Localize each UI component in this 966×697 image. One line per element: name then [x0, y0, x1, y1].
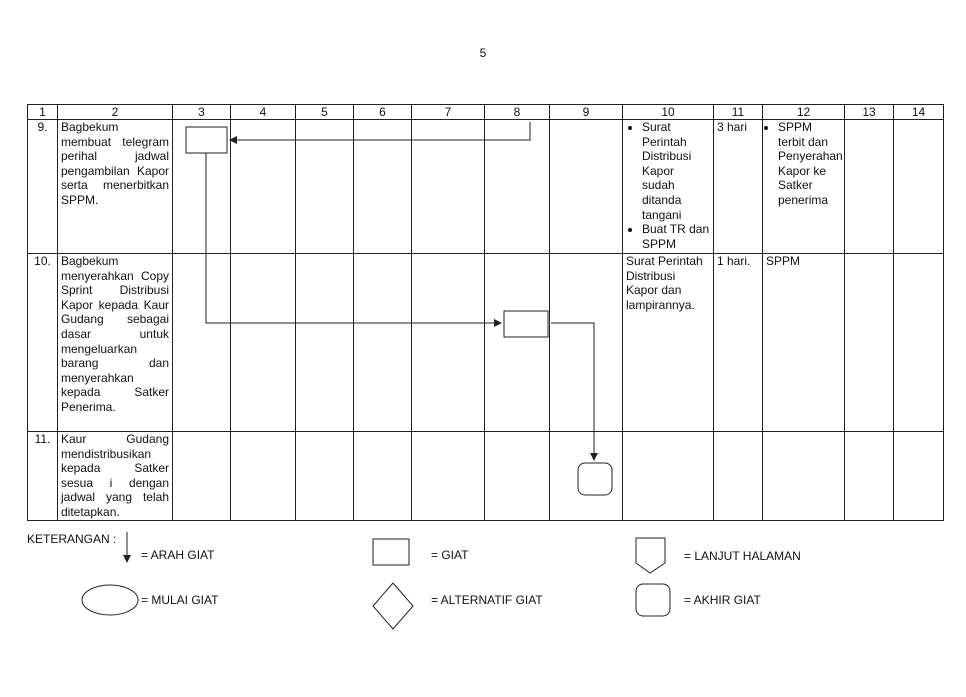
legend-arrow-label: = ARAH GIAT — [141, 548, 215, 562]
process-rect-icon — [373, 539, 409, 565]
output-item: • Buat TR dan SPPM — [642, 222, 710, 251]
end-rounded-icon — [636, 584, 670, 616]
activity-text: Bagbekum membuat telegram perihal jadwal pengambilan Kapor serta menerbitkan SPPM. — [58, 120, 173, 254]
legend-decision-label: = ALTERNATIF GIAT — [431, 593, 543, 607]
start-oval-icon — [82, 585, 138, 615]
header-row — [28, 105, 944, 120]
flow-table — [27, 104, 944, 521]
col-header: 7 — [412, 105, 485, 120]
result-cell — [763, 432, 845, 521]
table-row — [28, 432, 944, 521]
result-cell — [763, 120, 845, 254]
col-header: 10 — [623, 105, 714, 120]
output-cell — [623, 432, 714, 521]
legend-process-label: = GIAT — [431, 548, 469, 562]
legend-title: KETERANGAN : — [27, 532, 117, 546]
table-row — [28, 120, 944, 254]
activity-text: Bagbekum menyerahkan Copy Sprint Distribusi Kapor kepada Kaur Gudang sebagai dasar untuk mengeluarkan barang dan menyerahkan kepada Satker Penerima. — [58, 254, 173, 432]
legend-next-page-label: = LANJUT HALAMAN — [684, 549, 801, 563]
time-cell: 3 hari — [714, 120, 763, 254]
col-header: 5 — [296, 105, 354, 120]
legend-start-label: = MULAI GIAT — [141, 593, 219, 607]
row-number: 9. — [28, 120, 58, 254]
col-header: 6 — [354, 105, 412, 120]
col-header: 11 — [714, 105, 763, 120]
row-number: 10. — [28, 254, 58, 432]
result-cell: SPPM — [763, 254, 845, 432]
col-header: 9 — [550, 105, 623, 120]
col-header: 2 — [58, 105, 173, 120]
col-header: 1 — [28, 105, 58, 120]
next-page-shield-icon — [636, 538, 665, 573]
col-header: 12 — [763, 105, 845, 120]
time-cell: 1 hari. — [714, 254, 763, 432]
output-item: • Surat Perintah Distribusi Kapor sudah ditanda tangani — [642, 120, 710, 222]
time-cell — [714, 432, 763, 521]
legend-end-label: = AKHIR GIAT — [684, 593, 761, 607]
result-item: • SPPM terbit dan Penyerahan Kapor ke Satker penerima — [778, 120, 841, 208]
table-row — [28, 254, 944, 432]
decision-diamond-icon — [373, 583, 413, 629]
page-number: 5 — [479, 46, 487, 60]
col-header: 4 — [231, 105, 296, 120]
col-header: 3 — [173, 105, 231, 120]
activity-text: Kaur Gudang mendistribusikan kepada Satker sesua i dengan jadwal yang telah ditetapkan. — [58, 432, 173, 521]
row-number: 11. — [28, 432, 58, 521]
col-header: 13 — [845, 105, 894, 120]
col-header: 14 — [894, 105, 944, 120]
output-cell: Surat Perintah Distribusi Kapor dan lampirannya. — [623, 254, 714, 432]
output-cell — [623, 120, 714, 254]
col-header: 8 — [485, 105, 550, 120]
